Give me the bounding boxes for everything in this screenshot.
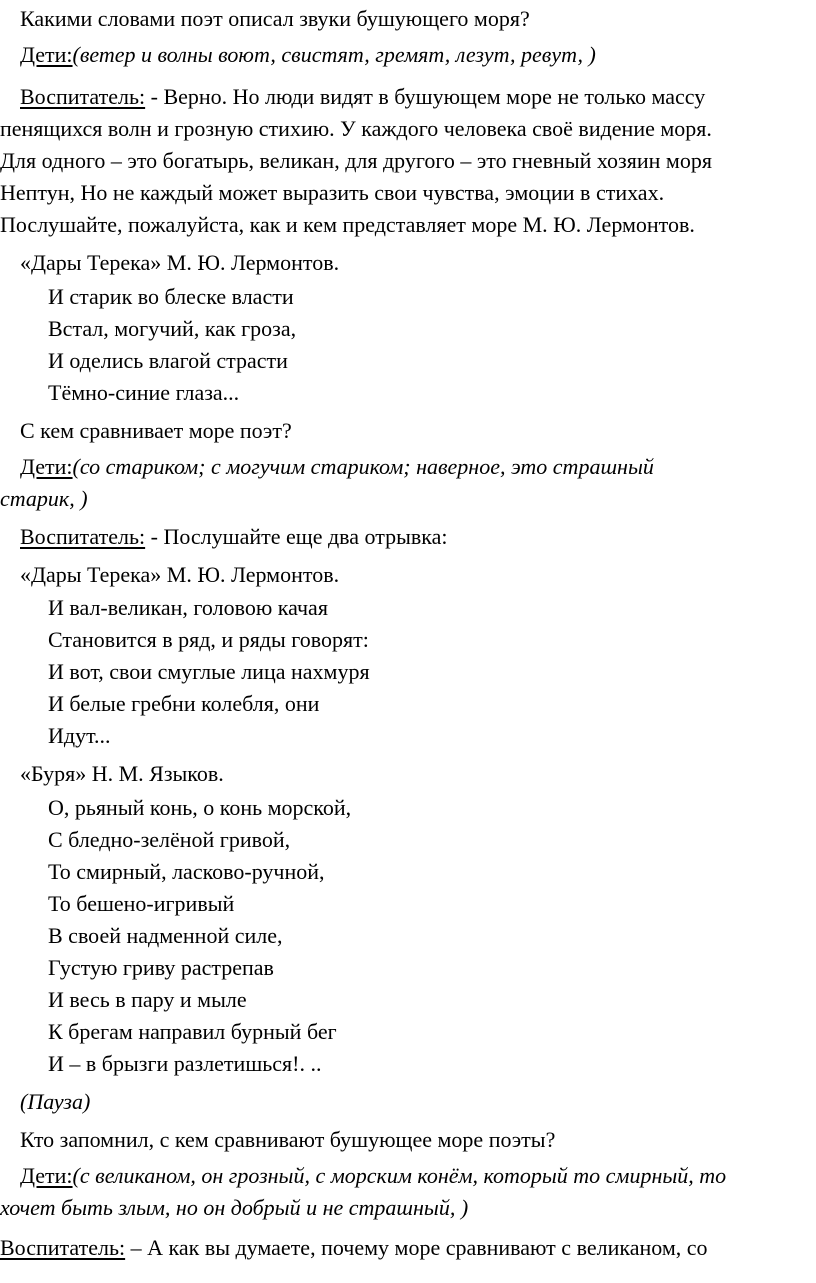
poem-line: И оделись влагой страсти [48,348,288,373]
speaker-label-children: Дети: [20,1163,73,1188]
speaker-label-teacher: Воспитатель: [20,84,146,109]
poem-line: И старик во блеске власти [48,284,294,309]
answer-continuation: старик, ) [0,486,88,511]
answer-text: (ветер и волны воют, свистят, гремят, лезут, ревут, ) [72,42,596,67]
question-line: С кем сравнивает море поэт? [20,418,292,443]
poem-line: То смирный, ласково-ручной, [48,859,325,884]
poem-title: «Буря» Н. М. Языков. [20,761,224,786]
poem-title: «Дары Терека» М. Ю. Лермонтов. [20,562,340,587]
poem-line: О, рьяный конь, о конь морской, [48,795,352,820]
answer-continuation: хочет быть злым, но он добрый и не страшный, ) [0,1195,469,1220]
speaker-label-teacher: Воспитатель: [0,1235,126,1260]
poem-line: И – в брызги разлетишься!. .. [48,1051,322,1076]
poem-line: Встал, могучий, как гроза, [48,316,297,341]
poem-line: Тёмно-синие глаза... [48,380,240,405]
paragraph-line: Послушайте, пожалуйста, как и кем представляет море М. Ю. Лермонтов. [0,212,695,237]
poem-line: И вал-великан, головою качая [48,595,328,620]
speaker-label-children: Дети: [20,454,73,479]
poem-line: И вот, свои смуглые лица нахмуря [48,659,370,684]
question-line: Какими словами поэт описал звуки бушующего моря? [20,6,530,31]
teacher-text: - Послушайте еще два отрывка: [145,524,448,549]
poem-line: К брегам направил бурный бег [48,1019,337,1044]
poem-line: И весь в пару и мыле [48,987,247,1012]
question-line: Кто запомнил, с кем сравнивают бушующее море поэты? [20,1127,556,1152]
speaker-label-children: Дети: [20,42,73,67]
poem-line: Идут... [48,723,111,748]
paragraph-line: пенящихся волн и грозную стихию. У каждого человека своё видение моря. [0,116,712,141]
teacher-line [0,1234,708,1262]
teacher-text: - Верно. Но люди видят в бушующем море не только массу [145,84,706,109]
poem-line: То бешено-игривый [48,891,235,916]
answer-text: (с великаном, он грозный, с морским конём, который то смирный, то [72,1163,727,1188]
poem-line: И белые гребни колебля, они [48,691,320,716]
poem-line: С бледно-зелёной гривой, [48,827,291,852]
paragraph-line: Нептун, Но не каждый может выразить свои чувства, эмоции в стихах. [0,180,665,205]
speaker-label-teacher: Воспитатель: [20,524,146,549]
poem-line: Густую гриву растрепав [48,955,274,980]
poem-title: «Дары Терека» М. Ю. Лермонтов. [20,250,340,275]
answer-text: (со стариком; с могучим стариком; наверное, это страшный [72,454,654,479]
children-answer-line [20,41,596,69]
poem-line: В своей надменной силе, [48,923,283,948]
teacher-line [20,523,448,551]
poem-line: Становится в ряд, и ряды говорят: [48,627,369,652]
children-answer-line [20,453,654,481]
teacher-text: – А как вы думаете, почему море сравнивают с великаном, со [125,1235,708,1260]
teacher-line [20,83,705,111]
paragraph-line: Для одного – это богатырь, великан, для другого – это гневный хозяин моря [0,148,712,173]
children-answer-line [20,1162,726,1190]
pause-note: (Пауза) [20,1089,91,1114]
